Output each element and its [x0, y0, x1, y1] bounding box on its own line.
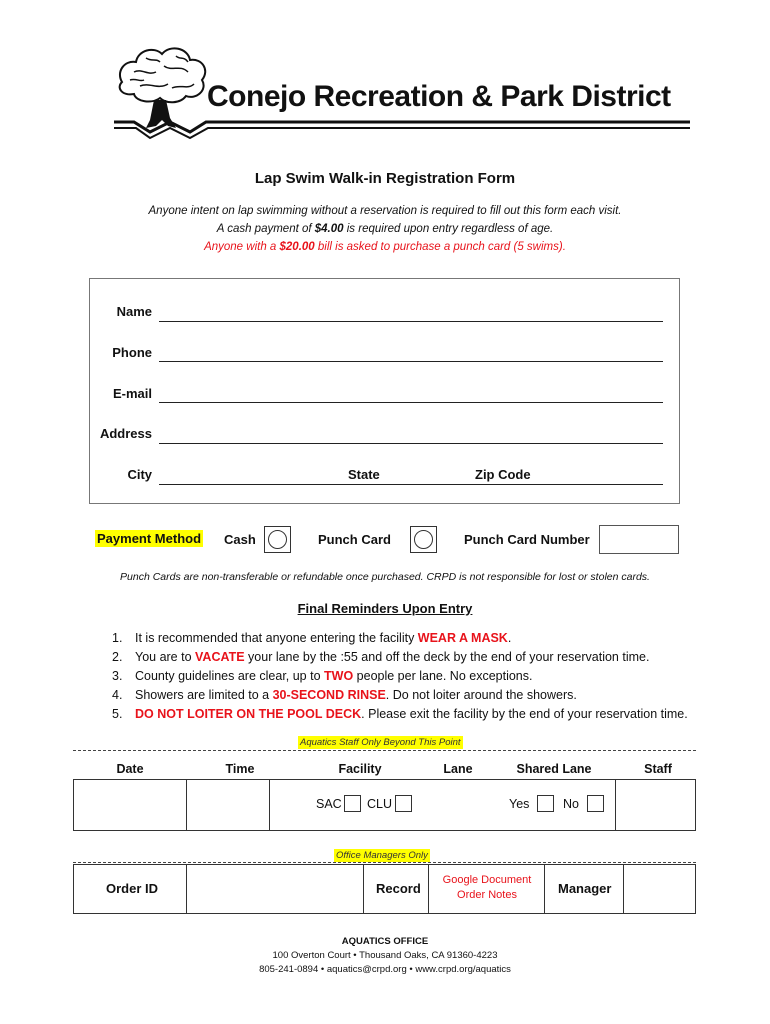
- time-field[interactable]: [187, 780, 269, 830]
- office-managers-label: Office Managers Only: [336, 850, 428, 861]
- phone-label: Phone: [112, 345, 152, 360]
- record-label: Record: [376, 881, 421, 896]
- yes-label: Yes: [509, 797, 530, 811]
- shared-lane-header: Shared Lane: [516, 762, 592, 776]
- org-name: Conejo Recreation & Park District: [207, 80, 671, 113]
- column-divider: [269, 779, 270, 831]
- punch-card-disclaimer: Punch Cards are non-transferable or refundable once purchased. CRPD is not responsible for lost or stolen cards.: [120, 571, 650, 583]
- city-state-zip-field[interactable]: [159, 484, 663, 485]
- staff-field[interactable]: [616, 780, 695, 830]
- reminder-item: 5. DO NOT LOITER ON THE POOL DECK. Please exit the facility by the end of your reservation time.: [112, 707, 688, 721]
- reminder-item: 1. It is recommended that anyone entering the facility WEAR A MASK.: [112, 631, 512, 645]
- reminder-item: 2. You are to VACATE your lane by the :55 and off the deck by the end of your reservation time.: [112, 650, 650, 664]
- staff-only-label: Aquatics Staff Only Beyond This Point: [300, 737, 461, 748]
- staff-divider: [73, 750, 696, 751]
- cash-price: $4.00: [314, 223, 344, 235]
- payment-method-label: Payment Method: [97, 531, 202, 546]
- name-field[interactable]: [159, 321, 663, 322]
- sac-checkbox[interactable]: [344, 795, 361, 812]
- lane-header: Lane: [443, 762, 473, 776]
- address-label: Address: [99, 426, 152, 441]
- cash-label: Cash: [224, 532, 256, 547]
- footer-contact: 805-241-0894 • aquatics@crpd.org • www.crpd.org/aquatics: [259, 964, 511, 975]
- contact-info-box: [89, 278, 680, 504]
- no-checkbox[interactable]: [587, 795, 604, 812]
- manager-field[interactable]: [624, 865, 695, 913]
- radio-circle-icon: [414, 530, 433, 549]
- state-label: State: [348, 467, 380, 482]
- order-id-label: Order ID: [106, 881, 159, 896]
- phone-field[interactable]: [159, 361, 663, 362]
- footer-office-name: AQUATICS OFFICE: [341, 936, 429, 947]
- punch-card-label: Punch Card: [318, 532, 391, 547]
- punch-card-number-field[interactable]: [599, 525, 679, 554]
- email-label: E-mail: [112, 386, 152, 401]
- intro-line-1: Anyone intent on lap swimming without a reservation is required to fill out this form each visit.: [148, 205, 622, 217]
- address-field[interactable]: [159, 443, 663, 444]
- staff-header: Staff: [644, 762, 672, 776]
- no-label: No: [563, 797, 579, 811]
- yes-checkbox[interactable]: [537, 795, 554, 812]
- reminder-item: 3. County guidelines are clear, up to TWO people per lane. No exceptions.: [112, 669, 533, 683]
- reminder-item: 4. Showers are limited to a 30-SECOND RINSE. Do not loiter around the showers.: [112, 688, 577, 702]
- clu-checkbox[interactable]: [395, 795, 412, 812]
- radio-circle-icon: [268, 530, 287, 549]
- name-label: Name: [116, 304, 152, 319]
- footer-address: 100 Overton Court • Thousand Oaks, CA 91360-4223: [272, 950, 498, 961]
- sac-label: SAC: [316, 797, 342, 811]
- office-divider: [73, 862, 696, 863]
- punch-card-number-label: Punch Card Number: [464, 532, 590, 547]
- city-label: City: [127, 467, 152, 482]
- time-header: Time: [225, 762, 255, 776]
- facility-header: Facility: [338, 762, 382, 776]
- date-header: Date: [116, 762, 144, 776]
- google-document-link[interactable]: Google Document Order Notes: [442, 874, 532, 901]
- form-title: Lap Swim Walk-in Registration Form: [254, 170, 516, 187]
- date-field[interactable]: [74, 780, 186, 830]
- intro-line-2: A cash payment of $4.00 is required upon entry regardless of age.: [216, 223, 554, 235]
- column-divider: [363, 864, 364, 914]
- order-id-field[interactable]: [187, 865, 363, 913]
- manager-label: Manager: [558, 881, 612, 896]
- intro-line-3: Anyone with a $20.00 bill is asked to purchase a punch card (5 swims).: [204, 241, 566, 253]
- email-field[interactable]: [159, 402, 663, 403]
- clu-label: CLU: [367, 797, 393, 811]
- cash-radio[interactable]: [264, 526, 291, 553]
- punch-card-radio[interactable]: [410, 526, 437, 553]
- punch-card-price: $20.00: [279, 241, 315, 253]
- zip-code-label: Zip Code: [475, 467, 531, 482]
- reminders-title: Final Reminders Upon Entry: [297, 601, 473, 616]
